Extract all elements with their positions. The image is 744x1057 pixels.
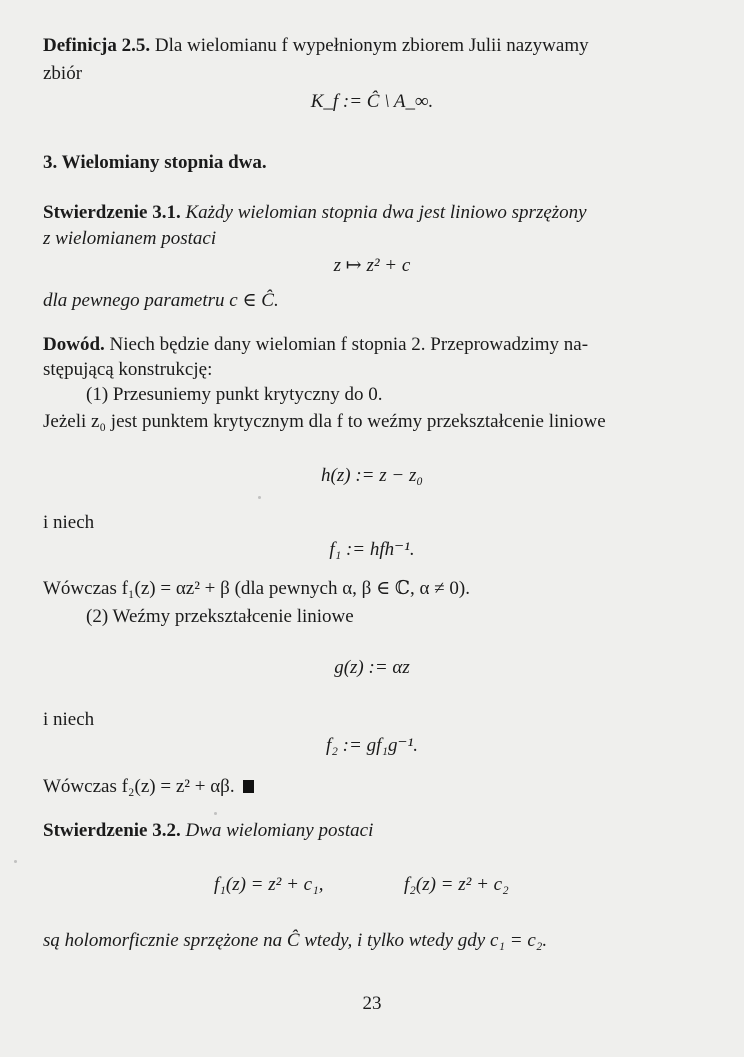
formula-f1: f₁ := hfh⁻¹. <box>329 539 415 560</box>
formula-g: g(z) := αz <box>334 657 410 678</box>
definition-label: Definicja 2.5. <box>43 35 151 56</box>
scan-speck <box>214 812 217 815</box>
formula-f2: f₂ := gf₁g⁻¹. <box>326 735 418 756</box>
proposition-3-1-formula: z ↦ z² + c <box>333 255 411 276</box>
proof-line1 <box>43 333 588 357</box>
proof-result1: Wówczas f₁(z) = αz² + β (dla pewnych α, β ∈ ℂ, α ≠ 0). <box>43 578 470 599</box>
definition-2-5-line2: zbiór <box>43 63 83 84</box>
definition-text: Dla wielomianu f wypełnionym zbiorem Julii nazywamy <box>154 35 589 56</box>
definition-formula: K_f := Ĉ \ A_∞. <box>310 91 434 112</box>
formula-f1-c1: f₁(z) = z² + c₁, <box>214 874 324 895</box>
proposition-3-2-label: Stwierdzenie 3.2. <box>43 820 181 841</box>
proof-label: Dowód. <box>43 334 105 355</box>
formula-f2-c2: f₂(z) = z² + c₂ <box>404 874 509 895</box>
proposition-3-1-line2: z wielomianem postaci <box>43 228 217 249</box>
proposition-label: Stwierdzenie 3.1. <box>43 202 181 223</box>
proof-step2: (2) Weźmy przekształcenie liniowe <box>86 606 354 627</box>
proof-line3: Jeżeli z₀ jest punktem krytycznym dla f to weźmy przekształcenie liniowe <box>43 411 606 432</box>
i-niech-1: i niech <box>43 512 95 533</box>
proposition-3-1-line3: dla pewnego parametru c ∈ Ĉ. <box>43 290 279 311</box>
proof-step1: (1) Przesuniemy punkt krytyczny do 0. <box>86 384 383 405</box>
proposition-text: Każdy wielomian stopnia dwa jest liniowo sprzężony <box>185 202 587 223</box>
proposition-3-1-line1 <box>43 201 587 225</box>
scan-speck <box>14 860 17 863</box>
proposition-3-2-text: Dwa wielomiany postaci <box>185 820 374 841</box>
scan-speck <box>258 496 261 499</box>
definition-2-5-line1 <box>43 34 589 58</box>
page-number: 23 <box>362 993 382 1014</box>
formula-h: h(z) := z − z₀ <box>321 465 423 486</box>
proof-line2: stępującą konstrukcję: <box>43 359 213 380</box>
proposition-3-2-line2: są holomorficznie sprzężone na Ĉ wtedy, i tylko wtedy gdy c₁ = c₂. <box>43 930 548 951</box>
section-heading: 3. Wielomiany stopnia dwa. <box>43 152 267 173</box>
qed-square-icon <box>243 780 254 793</box>
proof-text: Niech będzie dany wielomian f stopnia 2. Przeprowadzimy na- <box>109 334 589 355</box>
proposition-3-2-line1 <box>43 819 373 843</box>
proof-result2 <box>43 775 254 799</box>
proof-result2-text: Wówczas f₂(z) = z² + αβ. <box>43 776 235 797</box>
i-niech-2: i niech <box>43 709 95 730</box>
